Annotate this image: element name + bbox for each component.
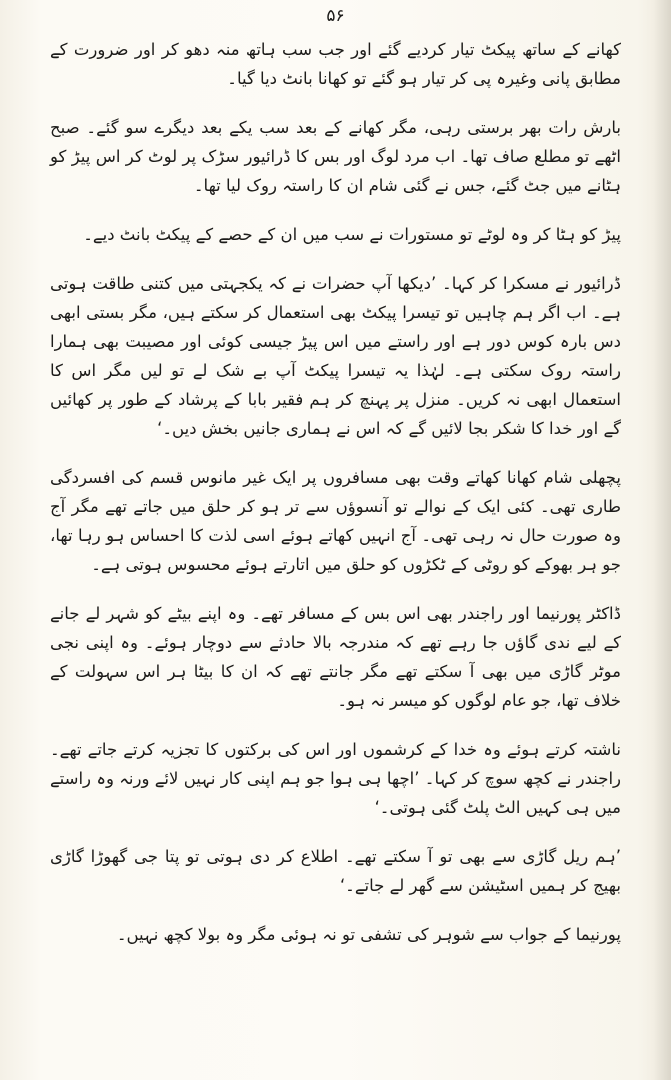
page-edge-shadow <box>653 0 671 1080</box>
paragraph: پیڑ کو ہٹا کر وہ لوٹے تو مستورات نے سب میں ان کے حصے کے پیکٹ بانٹ دیے۔ <box>83 225 621 244</box>
paragraph: بارش رات بھر برستی رہی، مگر کھانے کے بعد سب یکے بعد دیگرے سو گئے۔ صبح اٹھے تو مطلع صاف تھا۔ اب مرد لوگ اور بس کا ڈرائیور سڑک پر لوٹ کر اس پیڑ کو ہٹانے میں جٹ گئے، جس نے گئی شام ان کا راستہ روک لیا تھا۔ <box>50 118 621 195</box>
paragraph: ’ہم ریل گاڑی سے بھی تو آ سکتے تھے۔ اطلاع کر دی ہوتی تو پتا جی گھوڑا گاڑی بھیج کر ہمیں اسٹیشن سے گھر لے جاتے۔‘ <box>50 847 621 895</box>
paragraph: پچھلی شام کھانا کھاتے وقت بھی مسافروں پر ایک غیر مانوس قسم کی افسردگی طاری تھی۔ کئی ایک کے نوالے تو آنسوؤں سے تر ہو کر حلق میں جاتے تھے مگر آج وہ صورت حال نہ رہی تھی۔ آج انہیں کھاتے ہوئے اسی لذت کا احساس ہو رہا تھا، جو ہر بھوکے کو روٹی کے ٹکڑوں کو حلق میں اتارتے ہوئے محسوس ہوتی ہے۔ <box>50 468 621 574</box>
page-number: ۵۶ <box>326 6 345 26</box>
paragraph: ڈاکٹر پورنیما اور راجندر بھی اس بس کے مسافر تھے۔ وہ اپنے بیٹے کو شہر لے جانے کے لیے ندی گاؤں جا رہے تھے کہ مندرجہ بالا حادثے سے دوچار ہوئے۔ وہ اپنی نجی موٹر گاڑی میں بھی آ سکتے تھے مگر جانتے تھے کہ ان کا بیٹا ہر اس سہولت کے خلاف تھا، جو عام لوگوں کو میسر نہ ہو۔ <box>50 604 621 710</box>
paragraph: پورنیما کے جواب سے شوہر کی تشفی تو نہ ہوئی مگر وہ بولا کچھ نہیں۔ <box>116 925 621 944</box>
paragraph: ناشتہ کرتے ہوئے وہ خدا کے کرشموں اور اس کی برکتوں کا تجزیہ کرتے جاتے تھے۔ راجندر نے کچھ سوچ کر کہا۔ ’اچھا ہی ہوا جو ہم اپنی کار نہیں لائے ورنہ وہ راستے میں ہی کہیں الٹ پلٹ گئی ہوتی۔‘ <box>50 740 621 817</box>
paragraph: ڈرائیور نے مسکرا کر کہا۔ ’دیکھا آپ حضرات نے کہ یکجہتی میں کتنی طاقت ہوتی ہے۔ اب اگر ہم چاہیں تو تیسرا پیکٹ بھی استعمال کر سکتے ہیں، مگر بستی ابھی دس بارہ کوس دور ہے اور راستے میں اس پیڑ جیسی کوئی اور مصیبت بھی ہمارا راستہ روک سکتی ہے۔ لہٰذا یہ تیسرا پیکٹ آپ بے شک لے تو لیں مگر اس کا استعمال ابھی نہ کریں۔ منزل پر پہنچ کر ہم فقیر بابا کے پرشاد کے طور پر کھائیں گے اور خدا کا شکر بجا لائیں گے کہ اس نے ہماری جانیں بخش دیں۔‘ <box>50 274 621 438</box>
paragraph: کھانے کے ساتھ پیکٹ تیار کردیے گئے اور جب سب ہاتھ منہ دھو کر اور ضرورت کے مطابق پانی وغیرہ پی کر تیار ہو گئے تو کھانا بانٹ دیا گیا۔ <box>50 40 621 88</box>
urdu-text-column <box>50 30 621 969</box>
